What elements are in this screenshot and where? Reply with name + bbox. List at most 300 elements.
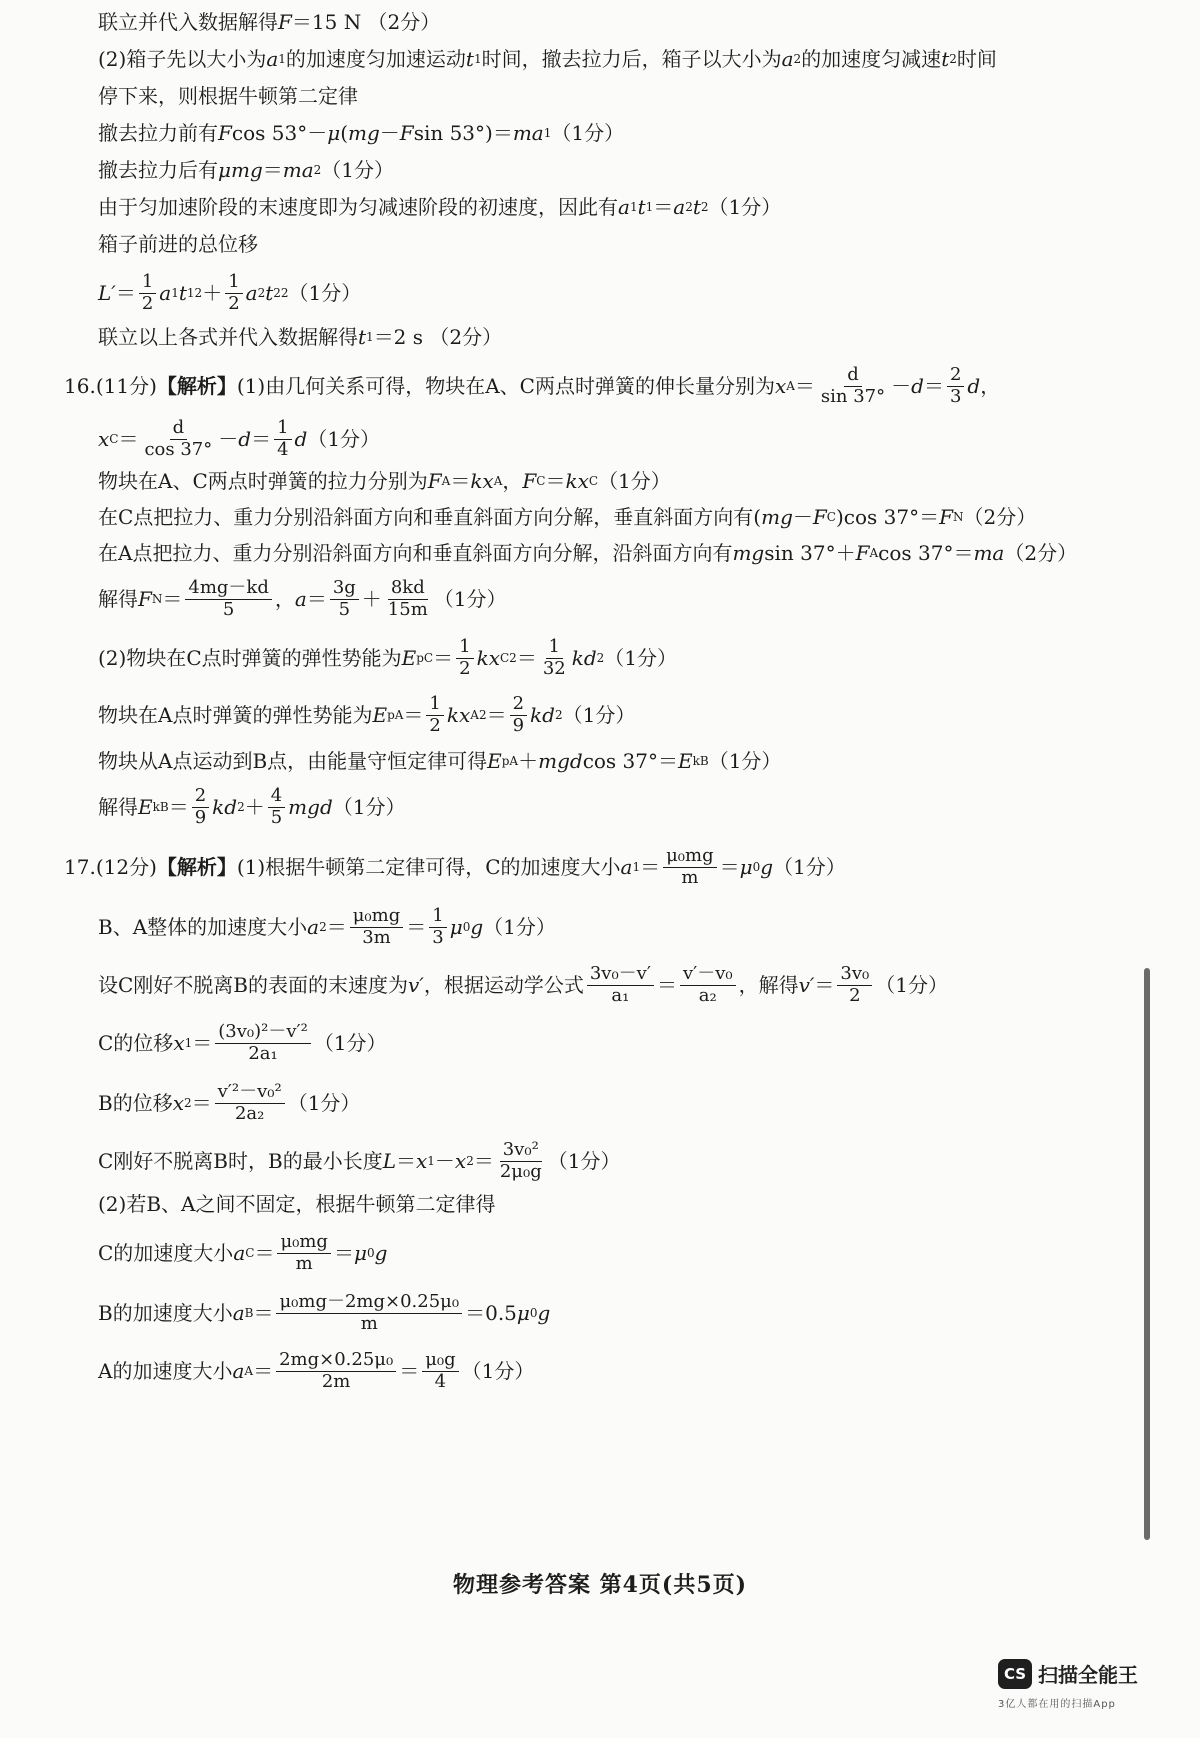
denominator: 4: [434, 1370, 447, 1392]
sub: 0: [366, 1245, 375, 1260]
var: ma: [973, 541, 1005, 565]
numerator: μ₀mg: [277, 1232, 331, 1254]
sub: 2: [466, 1153, 474, 1168]
denominator: 5: [222, 598, 235, 620]
solution-line: [98, 272, 1160, 314]
var: g: [470, 915, 484, 940]
text: 箱子前进的总位移: [98, 232, 258, 256]
numerator: 1: [426, 694, 443, 716]
text: A的加速度大小: [98, 1359, 233, 1384]
sub: 1: [186, 285, 195, 300]
text: （1分）: [598, 469, 671, 493]
solution-line: [98, 578, 1160, 620]
var: kx: [446, 703, 471, 728]
text: 的加速度匀减速: [801, 47, 942, 71]
var: a: [781, 47, 794, 71]
text: ＝: [794, 374, 815, 399]
text: C的加速度大小: [98, 1241, 234, 1266]
text: cos 37°＝: [878, 541, 974, 565]
numerator: d: [170, 418, 188, 440]
text: sin 37°＋: [764, 541, 856, 565]
sub: 2: [257, 285, 266, 300]
denominator: 4: [277, 438, 289, 460]
denominator: 3: [432, 926, 444, 948]
solution-line: [98, 1292, 1160, 1334]
denominator: 2μ₀g: [499, 1160, 542, 1182]
text: ＝: [162, 587, 183, 612]
text: 物块从A点运动到B点，由能量守恒定律可得: [98, 749, 488, 773]
text: ＝: [450, 469, 471, 493]
text: ＝: [326, 915, 347, 940]
solution-line: [98, 1192, 1160, 1216]
text: （1分）: [307, 427, 381, 452]
var: x: [454, 1149, 467, 1174]
text: 时间，撤去拉力后，箱子以大小为: [481, 47, 782, 71]
fraction: [540, 637, 569, 679]
brand-name: 扫描全能王: [1038, 1663, 1138, 1687]
text: ＝: [168, 795, 189, 820]
var: t: [265, 281, 274, 306]
sub: B: [244, 1305, 254, 1320]
solution-line: [98, 964, 1160, 1006]
fraction: [141, 418, 215, 460]
fraction: [456, 637, 473, 679]
sub: 1: [645, 199, 654, 214]
var: mg: [761, 505, 793, 529]
denominator: 2a₂: [234, 1102, 265, 1124]
question-16-heading: [64, 365, 1160, 407]
sub: 0: [462, 919, 471, 934]
text: C刚好不脱离B时，B的最小长度: [98, 1149, 383, 1174]
sub: 2: [273, 285, 281, 300]
var: F: [855, 541, 870, 565]
var: d: [911, 374, 924, 399]
var: x: [172, 1091, 184, 1116]
text: （1分）: [875, 973, 948, 998]
var: t: [692, 195, 701, 219]
text: （2分）: [963, 505, 1037, 529]
points: (12分): [95, 855, 157, 880]
sub: kB: [692, 753, 709, 768]
text: (1)由几何关系可得，物块在A、C两点时弹簧的伸长量分别为: [236, 374, 775, 399]
text: （1分）: [604, 646, 678, 671]
denominator: m: [360, 1312, 378, 1334]
text: ＝: [403, 703, 424, 728]
fraction: [422, 1350, 458, 1392]
text: （1分）: [433, 587, 507, 612]
text: （1分）: [461, 1359, 535, 1384]
sub: C: [245, 1245, 255, 1260]
var: mgd: [288, 795, 333, 820]
sub: C: [109, 431, 119, 446]
fraction: [663, 846, 717, 888]
denominator: m: [295, 1252, 313, 1274]
numerator: 1: [429, 906, 446, 928]
text: ＝: [306, 587, 327, 612]
sub: pA: [387, 707, 404, 722]
text: （1分）: [287, 1091, 361, 1116]
text: (2)物块在C点时弹簧的弹性势能为: [98, 646, 402, 671]
sub: 0: [529, 1305, 538, 1320]
sub: 1: [543, 125, 552, 140]
text: －: [379, 121, 400, 145]
solution-line: [98, 906, 1160, 948]
var: F: [812, 505, 827, 529]
numerator: 1: [225, 272, 242, 294]
text: （1分）: [288, 281, 362, 306]
var: E: [487, 749, 502, 773]
sub: 1: [427, 1153, 435, 1168]
denominator: 2: [141, 292, 154, 314]
numerator: 1: [139, 272, 156, 294]
solution-line: [98, 47, 1160, 71]
text: ，: [274, 587, 295, 612]
var: kd: [212, 795, 238, 820]
text: ＝: [473, 1149, 494, 1174]
var: μ: [449, 915, 463, 940]
analysis-label: 【解析】: [156, 855, 237, 880]
page-footer: 物理参考答案 第4页(共5页): [452, 1572, 748, 1598]
var: μ: [353, 1241, 367, 1266]
var: μ: [516, 1301, 530, 1326]
numerator: v′²－v₀²: [215, 1082, 285, 1104]
solution-line: [98, 84, 1160, 108]
text: ＝: [253, 1301, 274, 1326]
sub: 2: [685, 199, 693, 214]
numerator: 4mg－kd: [185, 578, 271, 600]
var: L: [382, 1149, 396, 1174]
fraction: [276, 1292, 462, 1334]
denominator: 3: [949, 385, 962, 407]
text: （1分）: [313, 1031, 387, 1056]
var: E: [401, 646, 417, 671]
text: （2分）: [1004, 541, 1078, 565]
text: (: [340, 121, 349, 145]
denominator: 3m: [362, 926, 391, 948]
text: 在C点把拉力、重力分别沿斜面方向和垂直斜面方向分解，垂直斜面方向有(: [98, 505, 762, 529]
text: ，: [502, 469, 523, 493]
text: ＝15 N （2分）: [291, 10, 441, 34]
text: ＝0.5: [465, 1301, 517, 1326]
numerator: 1: [456, 637, 473, 659]
text: ＝: [719, 855, 740, 880]
sub: 2: [183, 1095, 192, 1110]
var: E: [138, 795, 153, 820]
var: mg: [348, 121, 380, 145]
text: ＝: [814, 973, 835, 998]
sub: C: [499, 650, 510, 665]
fraction: [225, 272, 242, 314]
var: a: [307, 915, 320, 940]
text: 时间: [956, 47, 997, 71]
sub: 1: [632, 859, 641, 874]
text: ＝: [516, 646, 537, 671]
text: ，根据运动学公式: [423, 973, 584, 998]
sub: 1: [278, 51, 286, 66]
var: μmg: [218, 158, 263, 182]
var: x: [415, 1149, 428, 1174]
text: 联立并代入数据解得: [98, 10, 278, 34]
solution-line: [98, 637, 1160, 679]
var: kx: [470, 469, 494, 493]
question-17-heading: [64, 846, 1160, 888]
brand-tagline: 3亿人都在用的扫描App: [998, 1699, 1116, 1710]
text: ＝: [191, 1091, 212, 1116]
fraction: [139, 272, 156, 314]
denominator: 9: [512, 714, 525, 736]
sub: 2: [949, 51, 957, 66]
sub: 1: [184, 1035, 193, 1050]
fraction: [277, 1232, 331, 1274]
scrollbar[interactable]: [1144, 968, 1150, 1540]
sub: A: [441, 473, 451, 488]
text: ＝: [545, 469, 566, 493]
var: mg: [732, 541, 765, 565]
numerator: 4: [268, 786, 285, 808]
cs-logo-icon: CS: [998, 1659, 1032, 1689]
text: B的加速度大小: [98, 1301, 233, 1326]
sup: 2: [194, 285, 203, 300]
var: t: [637, 195, 646, 219]
text: ＋: [361, 587, 382, 612]
numerator: v′－v₀: [680, 964, 736, 986]
text: ＝2 s （2分）: [373, 325, 503, 349]
text: （1分）: [708, 195, 782, 219]
denominator: sin 37°: [820, 385, 886, 407]
fraction: [276, 1350, 396, 1392]
text: 撤去拉力前有: [98, 121, 218, 145]
sub: pC: [416, 650, 434, 665]
var: F: [427, 469, 442, 493]
sub: N: [151, 591, 163, 606]
text: ＝: [923, 374, 944, 399]
var: a: [233, 1241, 246, 1266]
solution-line: [98, 418, 1160, 460]
var: F: [218, 121, 232, 145]
sup: 2: [554, 707, 563, 722]
var: L′: [98, 281, 116, 306]
text: ＝: [251, 427, 272, 452]
text: ＋: [518, 749, 539, 773]
text: )cos 37°＝: [835, 505, 940, 529]
var: a: [618, 195, 630, 219]
text: 物块在A、C两点时弹簧的拉力分别为: [98, 469, 428, 493]
var: E: [372, 703, 388, 728]
numerator: 3v₀－v′: [587, 964, 654, 986]
fraction: [837, 964, 872, 1006]
text: ＝: [262, 158, 283, 182]
text: ＝: [254, 1241, 275, 1266]
var: d: [238, 427, 252, 452]
text: （1分）: [483, 915, 556, 940]
numerator: 2: [192, 786, 209, 808]
denominator: m: [681, 866, 699, 888]
sub: 0: [752, 859, 761, 874]
var: kx: [565, 469, 589, 493]
text: B、A整体的加速度大小: [98, 915, 308, 940]
sub: C: [826, 509, 836, 524]
text: 物块在A点时弹簧的弹性势能为: [98, 703, 373, 728]
fraction: [497, 1140, 545, 1182]
var: a: [159, 281, 172, 306]
text: 解得: [98, 587, 138, 612]
text: cos 37°＝: [582, 749, 678, 773]
text: （1分）: [547, 1149, 621, 1174]
sub: pA: [501, 753, 519, 768]
fraction: [429, 906, 446, 948]
text: －: [891, 374, 912, 399]
denominator: cos 37°: [144, 438, 213, 460]
var: v′: [798, 973, 815, 998]
var: g: [374, 1241, 388, 1266]
var: F: [138, 587, 152, 612]
numerator: 2: [510, 694, 527, 716]
solution-line: [98, 541, 1160, 565]
sub: A: [470, 707, 479, 722]
numerator: 2mg×0.25μ₀: [276, 1350, 396, 1372]
sub: A: [786, 378, 795, 393]
var: F: [278, 10, 292, 34]
sup: 2: [237, 799, 245, 814]
text: ＋: [244, 795, 265, 820]
numerator: μ₀mg: [350, 906, 404, 928]
sub: 1: [473, 51, 482, 66]
text: （1分）: [551, 121, 625, 145]
text: sin 53°)＝: [413, 121, 513, 145]
text: （1分）: [321, 158, 395, 182]
sub: 2: [700, 199, 709, 214]
var: x: [774, 374, 787, 399]
sup: 2: [280, 285, 289, 300]
solution-line: [98, 232, 1160, 256]
denominator: 2: [849, 984, 861, 1006]
sub: C: [588, 473, 599, 488]
fraction: [385, 578, 431, 620]
text: ＝: [653, 195, 674, 219]
fraction: [268, 786, 285, 828]
text: ，: [980, 374, 1001, 399]
denominator: 5: [270, 806, 283, 828]
sub: A: [493, 473, 503, 488]
numerator: 8kd: [388, 578, 428, 600]
numerator: 1: [274, 418, 291, 440]
solution-line: [98, 505, 1160, 529]
solution-line: [98, 1350, 1160, 1392]
numerator: 2: [947, 365, 964, 387]
text: C的位移: [98, 1031, 174, 1056]
var: t: [178, 281, 187, 306]
sub: kB: [152, 799, 169, 814]
numerator: 3v₀: [837, 964, 872, 986]
analysis-label: 【解析】: [156, 374, 237, 399]
text: ＝: [486, 703, 507, 728]
text: ＝: [433, 646, 454, 671]
solution-line: [98, 121, 1160, 145]
sub: A: [869, 545, 879, 560]
sup: 2: [596, 650, 605, 665]
text: ＝: [333, 1241, 354, 1266]
fraction: [185, 578, 271, 620]
var: F: [939, 505, 953, 529]
text: 设C刚好不脱离B的表面的末速度为: [98, 973, 408, 998]
fraction: [680, 964, 736, 1006]
var: a: [266, 47, 279, 71]
var: μ: [327, 121, 341, 145]
fraction: [215, 1022, 311, 1064]
var: μ: [739, 855, 753, 880]
text: 停下来，则根据牛顿第二定律: [98, 84, 358, 108]
var: kd: [530, 703, 555, 728]
sub: 2: [793, 51, 802, 66]
denominator: 15m: [387, 598, 428, 620]
denominator: 2m: [321, 1370, 351, 1392]
denominator: 2: [429, 714, 441, 736]
text: (2)若B、A之间不固定，根据牛顿第二定律得: [98, 1192, 496, 1216]
var: F: [522, 469, 537, 493]
text: ＋: [202, 281, 223, 306]
fraction: [426, 694, 443, 736]
text: 撤去拉力后有: [98, 158, 218, 182]
text: （1分）: [773, 855, 846, 880]
fraction: [215, 1082, 285, 1124]
sub: 1: [366, 329, 374, 344]
var: kd: [571, 646, 597, 671]
text: ＝: [253, 1359, 274, 1384]
denominator: 2a₁: [248, 1042, 278, 1064]
denominator: 32: [542, 657, 566, 679]
var: mgd: [538, 749, 583, 773]
var: t: [941, 47, 950, 71]
numerator: μ₀g: [422, 1350, 458, 1372]
solution-line: [98, 1082, 1160, 1124]
var: d: [967, 374, 981, 399]
solution-line: [98, 158, 1160, 182]
text: ＝: [192, 1031, 213, 1056]
numerator: 3g: [330, 578, 359, 600]
var: d: [294, 427, 308, 452]
denominator: a₁: [611, 984, 630, 1006]
text: ，解得: [738, 973, 799, 998]
text: （1分）: [562, 703, 636, 728]
sub: 1: [629, 199, 638, 214]
sup: 2: [478, 707, 487, 722]
var: a: [232, 1359, 245, 1384]
question-number: 16.: [64, 374, 96, 399]
var: x: [173, 1031, 185, 1056]
sub: 2: [313, 162, 322, 177]
points: (11分): [95, 374, 157, 399]
denominator: 2: [459, 657, 471, 679]
var: t: [358, 325, 367, 349]
text: （1分）: [708, 749, 782, 773]
text: 的加速度匀加速运动: [285, 47, 466, 71]
var: a: [245, 281, 258, 306]
solution-line: [98, 10, 1160, 34]
var: a: [232, 1301, 245, 1326]
text: （1分）: [332, 795, 406, 820]
text: B的位移: [98, 1091, 173, 1116]
text: cos 53°－: [231, 121, 328, 145]
numerator: (3v₀)²－v′²: [215, 1022, 311, 1044]
fraction: [947, 365, 964, 407]
numerator: 3v₀²: [500, 1140, 542, 1162]
fraction: [350, 906, 404, 948]
var: t: [465, 47, 474, 71]
var: x: [98, 427, 110, 452]
sub: A: [244, 1363, 254, 1378]
denominator: 5: [338, 598, 351, 620]
text: ＝: [640, 855, 661, 880]
